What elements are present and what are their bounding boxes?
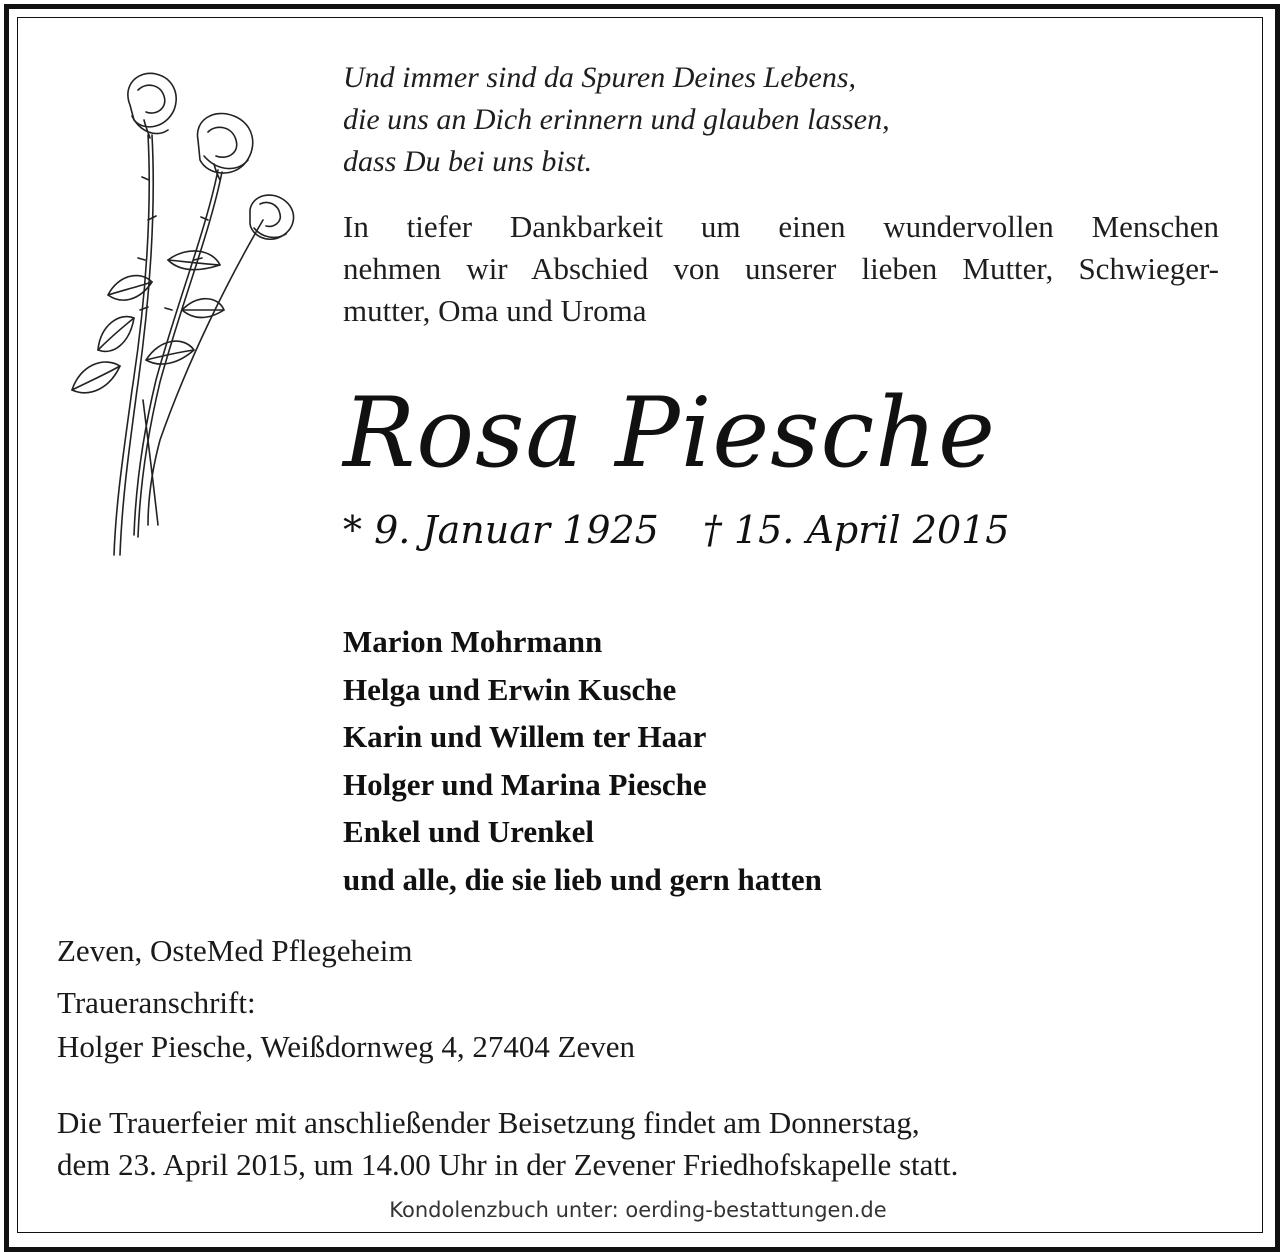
intro-line: nehmen wir Abschied von unserer lieben Mutter, Schwieger- — [343, 251, 1219, 286]
mourner: Enkel und Urenkel — [343, 814, 594, 849]
address-label: Traueranschrift: — [57, 985, 256, 1020]
condolence-book-link[interactable]: Kondolenzbuch unter: oerding-bestattungen.de — [389, 1198, 887, 1222]
birth-date: * 9. Januar 1925 — [343, 508, 659, 552]
place: Zeven, OsteMed Pflegeheim — [57, 933, 413, 968]
roses-illustration — [48, 60, 318, 565]
ceremony-info — [57, 1102, 958, 1186]
ceremony-line: Die Trauerfeier mit anschließender Beisetzung findet am Donnerstag, — [57, 1105, 920, 1140]
mourners-list — [343, 618, 822, 903]
mourner: Holger und Marina Piesche — [343, 766, 707, 802]
intro-line: mutter, Oma und Uroma — [343, 293, 647, 328]
intro-text — [343, 206, 1219, 332]
death-date: † 15. April 2015 — [702, 508, 1010, 552]
intro-line: In tiefer Dankbarkeit um einen wundervollen Menschen — [343, 209, 1219, 244]
ceremony-line: dem 23. April 2015, um 14.00 Uhr in der Zevener Friedhofskapelle statt. — [57, 1147, 959, 1182]
address-value: Holger Piesche, Weißdornweg 4, 27404 Zeven — [57, 1029, 636, 1064]
mourner: Karin und Willem ter Haar — [343, 719, 707, 754]
poem-line: dass Du bei uns bist. — [343, 145, 593, 178]
mourner: und alle, die sie lieb und gern hatten — [343, 861, 822, 897]
poem-line: die uns an Dich erinnern und glauben lassen, — [343, 103, 890, 136]
poem — [343, 57, 1243, 183]
deceased-name: Rosa Piesche — [343, 377, 996, 489]
life-dates — [343, 506, 1009, 554]
mourning-address — [57, 981, 635, 1069]
poem-line: Und immer sind da Spuren Deines Lebens, — [343, 61, 857, 94]
mourner: Helga und Erwin Kusche — [343, 671, 677, 707]
mourner: Marion Mohrmann — [343, 624, 603, 659]
